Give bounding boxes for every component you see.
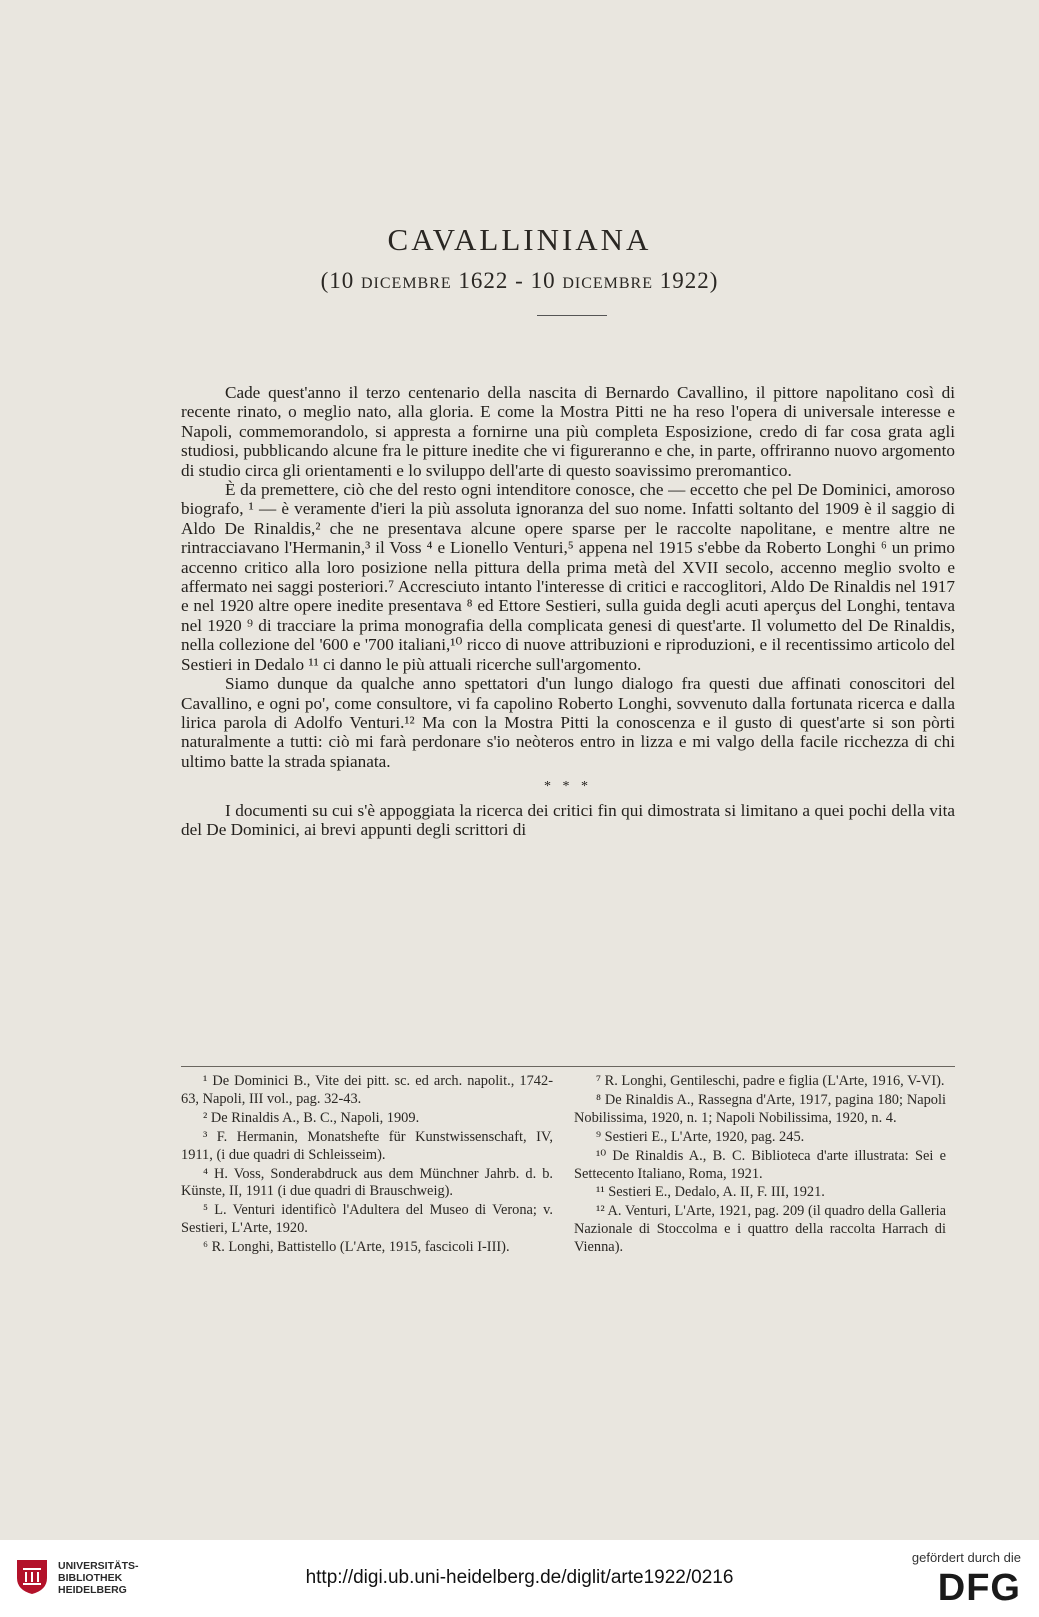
dfg-logo: DFG [937, 1567, 1021, 1609]
article-body [181, 383, 955, 839]
footnote: ¹² A. Venturi, L'Arte, 1921, pag. 209 (il quadro della Galleria Nazionale di Stoccolma e i quattro della raccolta Harrach di Vienna). [574, 1203, 946, 1256]
footnote: ⁶ R. Longhi, Battistello (L'Arte, 1915, fascicoli I-III). [203, 1239, 510, 1256]
library-name-line: UNIVERSITÄTS- [58, 1560, 139, 1572]
footnote: ⁴ H. Voss, Sonderabdruck aus dem Münchner Jahrb. d. b. Künste, II, 1911 (i due quadri di Brauschweig). [181, 1165, 553, 1200]
article-title: CAVALLINIANA [387, 222, 652, 257]
title-divider [537, 315, 607, 316]
library-name-line: HEIDELBERG [58, 1584, 127, 1596]
footnote: ¹⁰ De Rinaldis A., B. C. Biblioteca d'arte illustrata: Sei e Settecento Italiano, Roma, 1921. [574, 1147, 946, 1182]
permalink-url[interactable]: http://digi.ub.uni-heidelberg.de/diglit/arte1922/0216 [305, 1567, 734, 1588]
paragraph: È da premettere, ciò che del resto ogni intenditore conosce, che — eccetto che pel De Dominici, amoroso biografo, ¹ — è veramente d'ieri la più assoluta ignoranza del suo nome. Infatti soltanto del 1909 è il saggio di Aldo De Rinaldis,² che ne presentava alcune opere sparse per le raccolte napolitane, e mentre altre ne rintracciavano l'Hermanin,³ il Voss ⁴ e Lionello Venturi,⁵ appena nel 1915 s'ebbe da Roberto Longhi ⁶ un primo accenno critico alla loro posizione nella pittura della prima metà del XVII secolo, accenno meglio svolto e affermato nei saggi posteriori.⁷ Accresciuto intanto l'interesse di critici e raccoglitori, Aldo De Rinaldis nel 1917 e nel 1920 altre opere inedite presentava ⁸ ed Ettore Sestieri, sulla guida degli acuti aperçus del Longhi, tentava nel 1920 ⁹ di tracciare la prima monografia della complicata genesi di quest'arte. Il volumetto del De Rinaldis, nella collezione del '600 e '700 italiani,¹⁰ ricco di nuove attribuzioni e riproduzioni, e il recentissimo articolo del Sestieri in Dedalo ¹¹ ci danno le più attuali ricerche sull'argomento. [181, 480, 955, 674]
paragraph: I documenti su cui s'è appoggiata la ricerca dei critici fin qui dimostrata si limitano a quei pochi della vita del De Dominici, ai brevi appunti degli scrittori di [181, 800, 955, 839]
footnote: ⁷ R. Longhi, Gentileschi, padre e figlia (L'Arte, 1916, V-VI). [596, 1073, 945, 1089]
footnote: ⁵ L. Venturi identificò l'Adultera del Museo di Verona; v. Sestieri, L'Arte, 1920. [181, 1202, 553, 1237]
footnote: ³ F. Hermanin, Monatshefte für Kunstwissenschaft, IV, 1911, (i due quadri di Schleisseim). [181, 1128, 553, 1163]
footnote: ¹¹ Sestieri E., Dedalo, A. II, F. III, 1921. [596, 1184, 825, 1201]
footnotes-right-column [574, 1073, 946, 1258]
footnote-divider [181, 1066, 955, 1067]
footnote: ¹ De Dominici B., Vite dei pitt. sc. ed arch. napolit., 1742-63, Napoli, III vol., pag. 32-43. [181, 1073, 553, 1107]
paragraph: Siamo dunque da qualche anno spettatori d'un lungo dialogo fra questi due affinati conoscitori del Cavallino, e ogni po', come consultore, vi fa capolino Roberto Longhi, sovvenuto dalla fortunata ricerca e dalla lirica parola di Adolfo Venturi.¹² Ma con la Mostra Pitti la conoscenza e il gusto di quest'arte si son pòrti naturalmente a tutti: ciò mi farà perdonare s'io neòteros entro in lizza e mi valgo della facile ricchezza di chi ultimo batte la strada spianata. [181, 674, 955, 771]
footnote: ⁹ Sestieri E., L'Arte, 1920, pag. 245. [596, 1128, 805, 1145]
section-break: * * * [544, 779, 592, 795]
paragraph: Cade quest'anno il terzo centenario della nascita di Bernardo Cavallino, il pittore napolitano così di recente rinato, o meglio nato, alla gloria. E come la Mostra Pitti ne ha reso l'opera di universale interesse e Napoli, commemorandolo, si appresta a fornirne una più completa Esposizione, credo di far cosa grata agli studiosi, pubblicando alcune fra le pitture inedite che vi figureranno e che, in parte, offriranno nuovo argomento di studio circa gli orientamenti e lo sviluppo dell'arte di questo soavissimo preromantico. [181, 383, 955, 480]
article-subtitle: (10 dicembre 1622 - 10 dicembre 1922) [320, 268, 719, 293]
footnote: ⁸ De Rinaldis A., Rassegna d'Arte, 1917, pagina 180; Napoli Nobilissima, 1920, n. 1; Napoli Nobilissima, 1920, n. 4. [574, 1091, 946, 1126]
viewer-footer [0, 1540, 1039, 1617]
library-name-line: BIBLIOTHEK [58, 1572, 123, 1584]
footnotes-left-column [181, 1073, 553, 1258]
funding-caption: gefördert durch die [911, 1550, 1021, 1565]
footnote: ² De Rinaldis A., B. C., Napoli, 1909. [203, 1109, 420, 1126]
